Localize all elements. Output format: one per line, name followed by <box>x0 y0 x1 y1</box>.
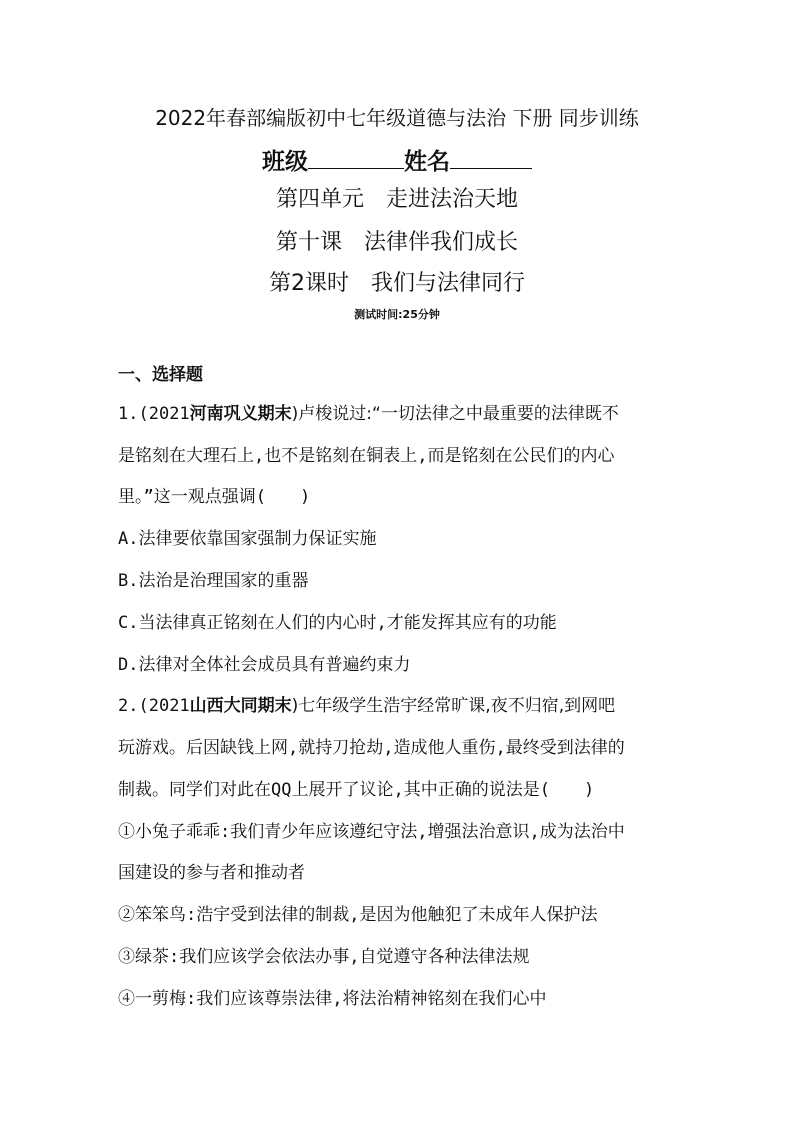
q1-line-3: 里。”这一观点强调( ) <box>118 487 311 507</box>
q2-item-1: ①小兔子乖乖:我们青少年应该遵纪守法,增强法治意识,成为法治中 <box>118 822 625 842</box>
q2-number: 2.( <box>118 696 149 716</box>
q1-number: 1.( <box>118 404 149 424</box>
unit-number: 第四单元 <box>275 187 364 212</box>
section-title: 一、选择题 <box>118 365 203 385</box>
lesson-heading <box>0 227 794 259</box>
q2-item-2: ②笨笨鸟:浩宇受到法律的制裁,是因为他触犯了未成年人保护法 <box>118 905 598 925</box>
q1-option-b: B.法治是治理国家的重器 <box>118 571 309 591</box>
q2-item-4: ④一剪梅:我们应该尊崇法律,将法治精神铭刻在我们心中 <box>118 989 547 1009</box>
q1-option-c: C.当法律真正铭刻在人们的内心时,才能发挥其应有的功能 <box>118 613 557 633</box>
q1-year: 2021 <box>148 404 190 424</box>
q1-stem-1: )卢梭说过:“一切法律之中最重要的法律既不 <box>291 404 619 424</box>
q2-stem-1: )七年级学生浩宇经常旷课,夜不归宿,到网吧 <box>291 696 616 716</box>
unit-name: 走进法治天地 <box>386 187 519 212</box>
lesson-number: 第十课 <box>275 230 342 255</box>
q1-source: 河南巩义期末 <box>189 404 292 424</box>
q2-year: 2021 <box>148 696 190 716</box>
page-title: 2022年春部编版初中七年级道德与法治 下册 同步训练 <box>155 106 639 130</box>
q2-line-1 <box>118 693 615 719</box>
period-number: 第2课时 <box>268 271 349 296</box>
class-blank <box>308 144 404 169</box>
class-label: 班级 <box>262 149 308 175</box>
q2-source: 山西大同期末 <box>189 696 292 716</box>
q1-line-1 <box>118 401 619 427</box>
q2-item-1-cont: 国建设的参与者和推动者 <box>118 863 305 883</box>
q2-line-2: 玩游戏。后因缺钱上网,就持刀抢劫,造成他人重伤,最终受到法律的 <box>118 738 625 758</box>
name-label: 姓名 <box>404 149 450 175</box>
q1-option-d: D.法律对全体社会成员具有普遍约束力 <box>118 655 411 675</box>
test-time: 测试时间:25分钟 <box>354 308 440 321</box>
name-blank <box>450 144 532 169</box>
lesson-name: 法律伴我们成长 <box>364 230 519 255</box>
period-name: 我们与法律同行 <box>370 271 525 296</box>
q1-line-2: 是铭刻在大理石上,也不是铭刻在铜表上,而是铭刻在公民们的内心 <box>118 446 615 466</box>
period-heading <box>0 268 794 300</box>
q2-item-3: ③绿茶:我们应该学会依法办事,自觉遵守各种法律法规 <box>118 947 530 967</box>
q2-line-3: 制裁。同学们对此在QQ上展开了议论,其中正确的说法是( ) <box>118 780 595 800</box>
q1-option-a: A.法律要依靠国家强制力保证实施 <box>118 529 377 549</box>
class-name-line <box>0 144 794 178</box>
unit-heading <box>0 184 794 216</box>
